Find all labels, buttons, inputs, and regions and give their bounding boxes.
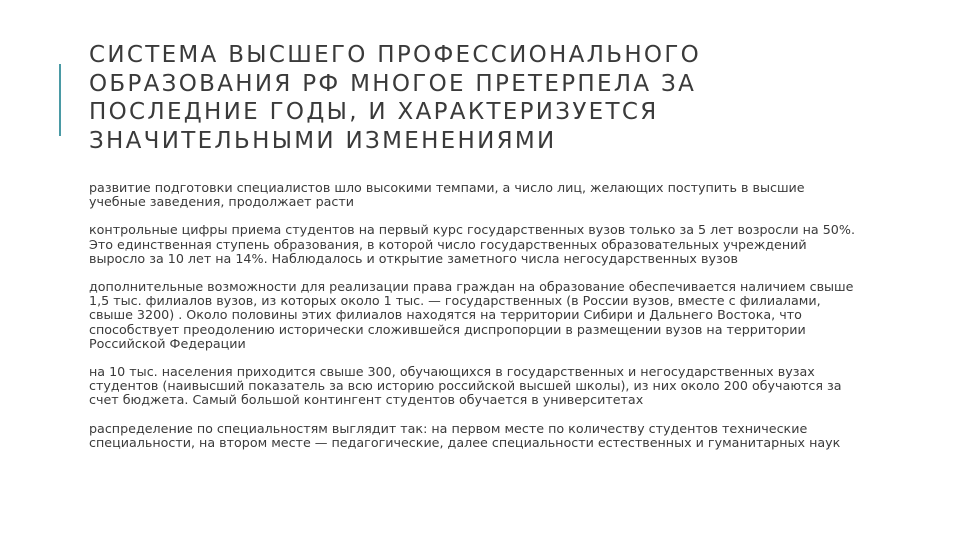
body-paragraph-branches: дополнительные возможности для реализации права граждан на образование обеспечивается наличием свыше 1,5 тыс. филиалов вузов, из которых около 1 тыс. — государственных (в России вузов, вместе с филиалами, свыше 3200) . Около половины этих филиалов находятся на территории Сибири и Дальнего Востока, что способствует преодолению исторически сложившейся диспропорции в размещении вузов на территории Российской Федерации <box>89 279 854 351</box>
body-paragraph-specialties: распределение по специальностям выглядит так: на первом месте по количеству студентов технические специальности, на втором месте — педагогические, далее специальности естественных и гуманитарных наук <box>89 420 841 450</box>
body-paragraph-students-per-population: на 10 тыс. населения приходится свыше 300, обучающихся в государственных и негосударственных вузах студентов (наивысший показатель за всю историю российской высшей школы), из них около 200 обучаются за счет бюджета. Самый большой контингент студентов обучается в университетах <box>89 364 842 408</box>
title-accent-bar <box>59 64 61 136</box>
body-paragraph-development: развитие подготовки специалистов шло высокими темпами, а число лиц, желающих поступить в высшие учебные заведения, продолжает расти <box>89 180 805 210</box>
slide-title: СИСТЕМА ВЫСШЕГО ПРОФЕССИОНАЛЬНОГО ОБРАЗОВАНИЯ РФ МНОГОЕ ПРЕТЕРПЕЛА ЗА ПОСЛЕДНИЕ ГОДЫ, И ХАРАКТЕРИЗУЕТСЯ ЗНАЧИТЕЛЬНЫМИ ИЗМЕНЕНИЯМИ <box>89 42 702 154</box>
slide-body <box>89 181 864 464</box>
body-paragraph-admission-targets: контрольные цифры приема студентов на первый курс государственных вузов только за 5 лет возросли на 50%. Это единственная ступень образования, в которой число государственных образовательных учреждений выросло за 10 лет на 14%. Наблюдалось и открытие заметного числа негосударственных вузов <box>89 222 855 266</box>
